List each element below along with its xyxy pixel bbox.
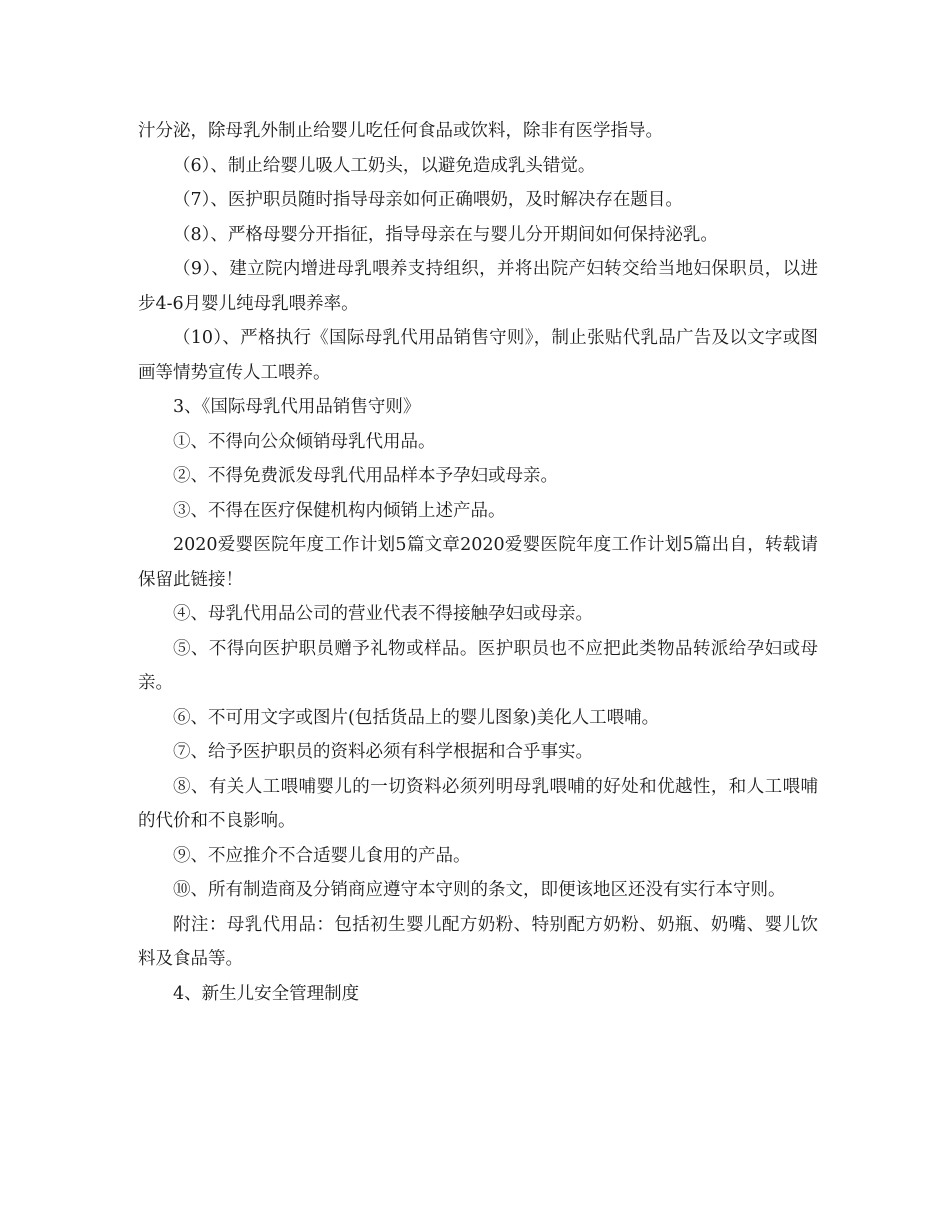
appendix-note: 附注：母乳代用品：包括初生婴儿配方奶粉、特别配方奶粉、奶瓶、奶嘴、婴儿饮料及食品等。: [138, 914, 818, 969]
code-item-2: ②、不得免费派发母乳代用品样本予孕妇或母亲。: [173, 466, 558, 486]
code-item-5: ⑤、不得向医护职员赠予礼物或样品。医护职员也不应把此类物品转派给孕妇或母亲。: [138, 638, 818, 693]
code-item-6: ⑥、不可用文字或图片(包括货品上的婴儿图象)美化人工喂哺。: [173, 707, 660, 728]
code-item-7: ⑦、给予医护职员的资料必须有科学根据和合乎事实。: [173, 742, 593, 762]
paragraph-continuation: 汁分泌，除母乳外制止给婴儿吃任何食品或饮料，除非有医学指导。: [138, 121, 663, 141]
paragraph-item-8: （8）、严格母婴分开指征，指导母亲在与婴儿分开期间如何保持泌乳。: [173, 224, 718, 245]
code-item-3: ③、不得在医疗保健机构内倾销上述产品。: [173, 500, 506, 521]
code-item-1: ①、不得向公众倾销母乳代用品。: [173, 431, 436, 452]
section-heading-3: 3、《国际母乳代用品销售守则》: [173, 397, 421, 417]
paragraph-item-6: （6）、制止给婴儿吸人工奶头，以避免造成乳头错觉。: [173, 155, 596, 176]
paragraph-item-9: （9）、建立院内增进母乳喂养支持组织，并将出院产妇转交给当地妇保职员，以进步4-6月婴儿纯母乳喂养率。: [138, 259, 818, 314]
code-item-9: ⑨、不应推介不合适婴儿食用的产品。: [173, 845, 471, 866]
code-item-4: ④、母乳代用品公司的营业代表不得接触孕妇或母亲。: [173, 604, 593, 624]
document-body: [138, 114, 818, 1011]
paragraph-item-7: （7）、医护职员随时指导母亲如何正确喂奶，及时解决存在题目。: [173, 190, 683, 210]
source-notice: 2020爱婴医院年度工作计划5篇文章2020爱婴医院年度工作计划5篇出自，转载请保留此链接！: [138, 535, 818, 590]
code-item-10: ⑩、所有制造商及分销商应遵守本守则的条文，即便该地区还没有实行本守则。: [173, 880, 786, 900]
code-item-8: ⑧、有关人工喂哺婴儿的一切资料必须列明母乳喂哺的好处和优越性，和人工喂哺的代价和不良影响。: [138, 776, 818, 831]
paragraph-item-10: （10）、严格执行《国际母乳代用品销售守则》，制止张贴代乳品广告及以文字或图画等情势宣传人工喂养。: [138, 328, 818, 383]
section-heading-4: 4、新生儿安全管理制度: [173, 983, 360, 1004]
